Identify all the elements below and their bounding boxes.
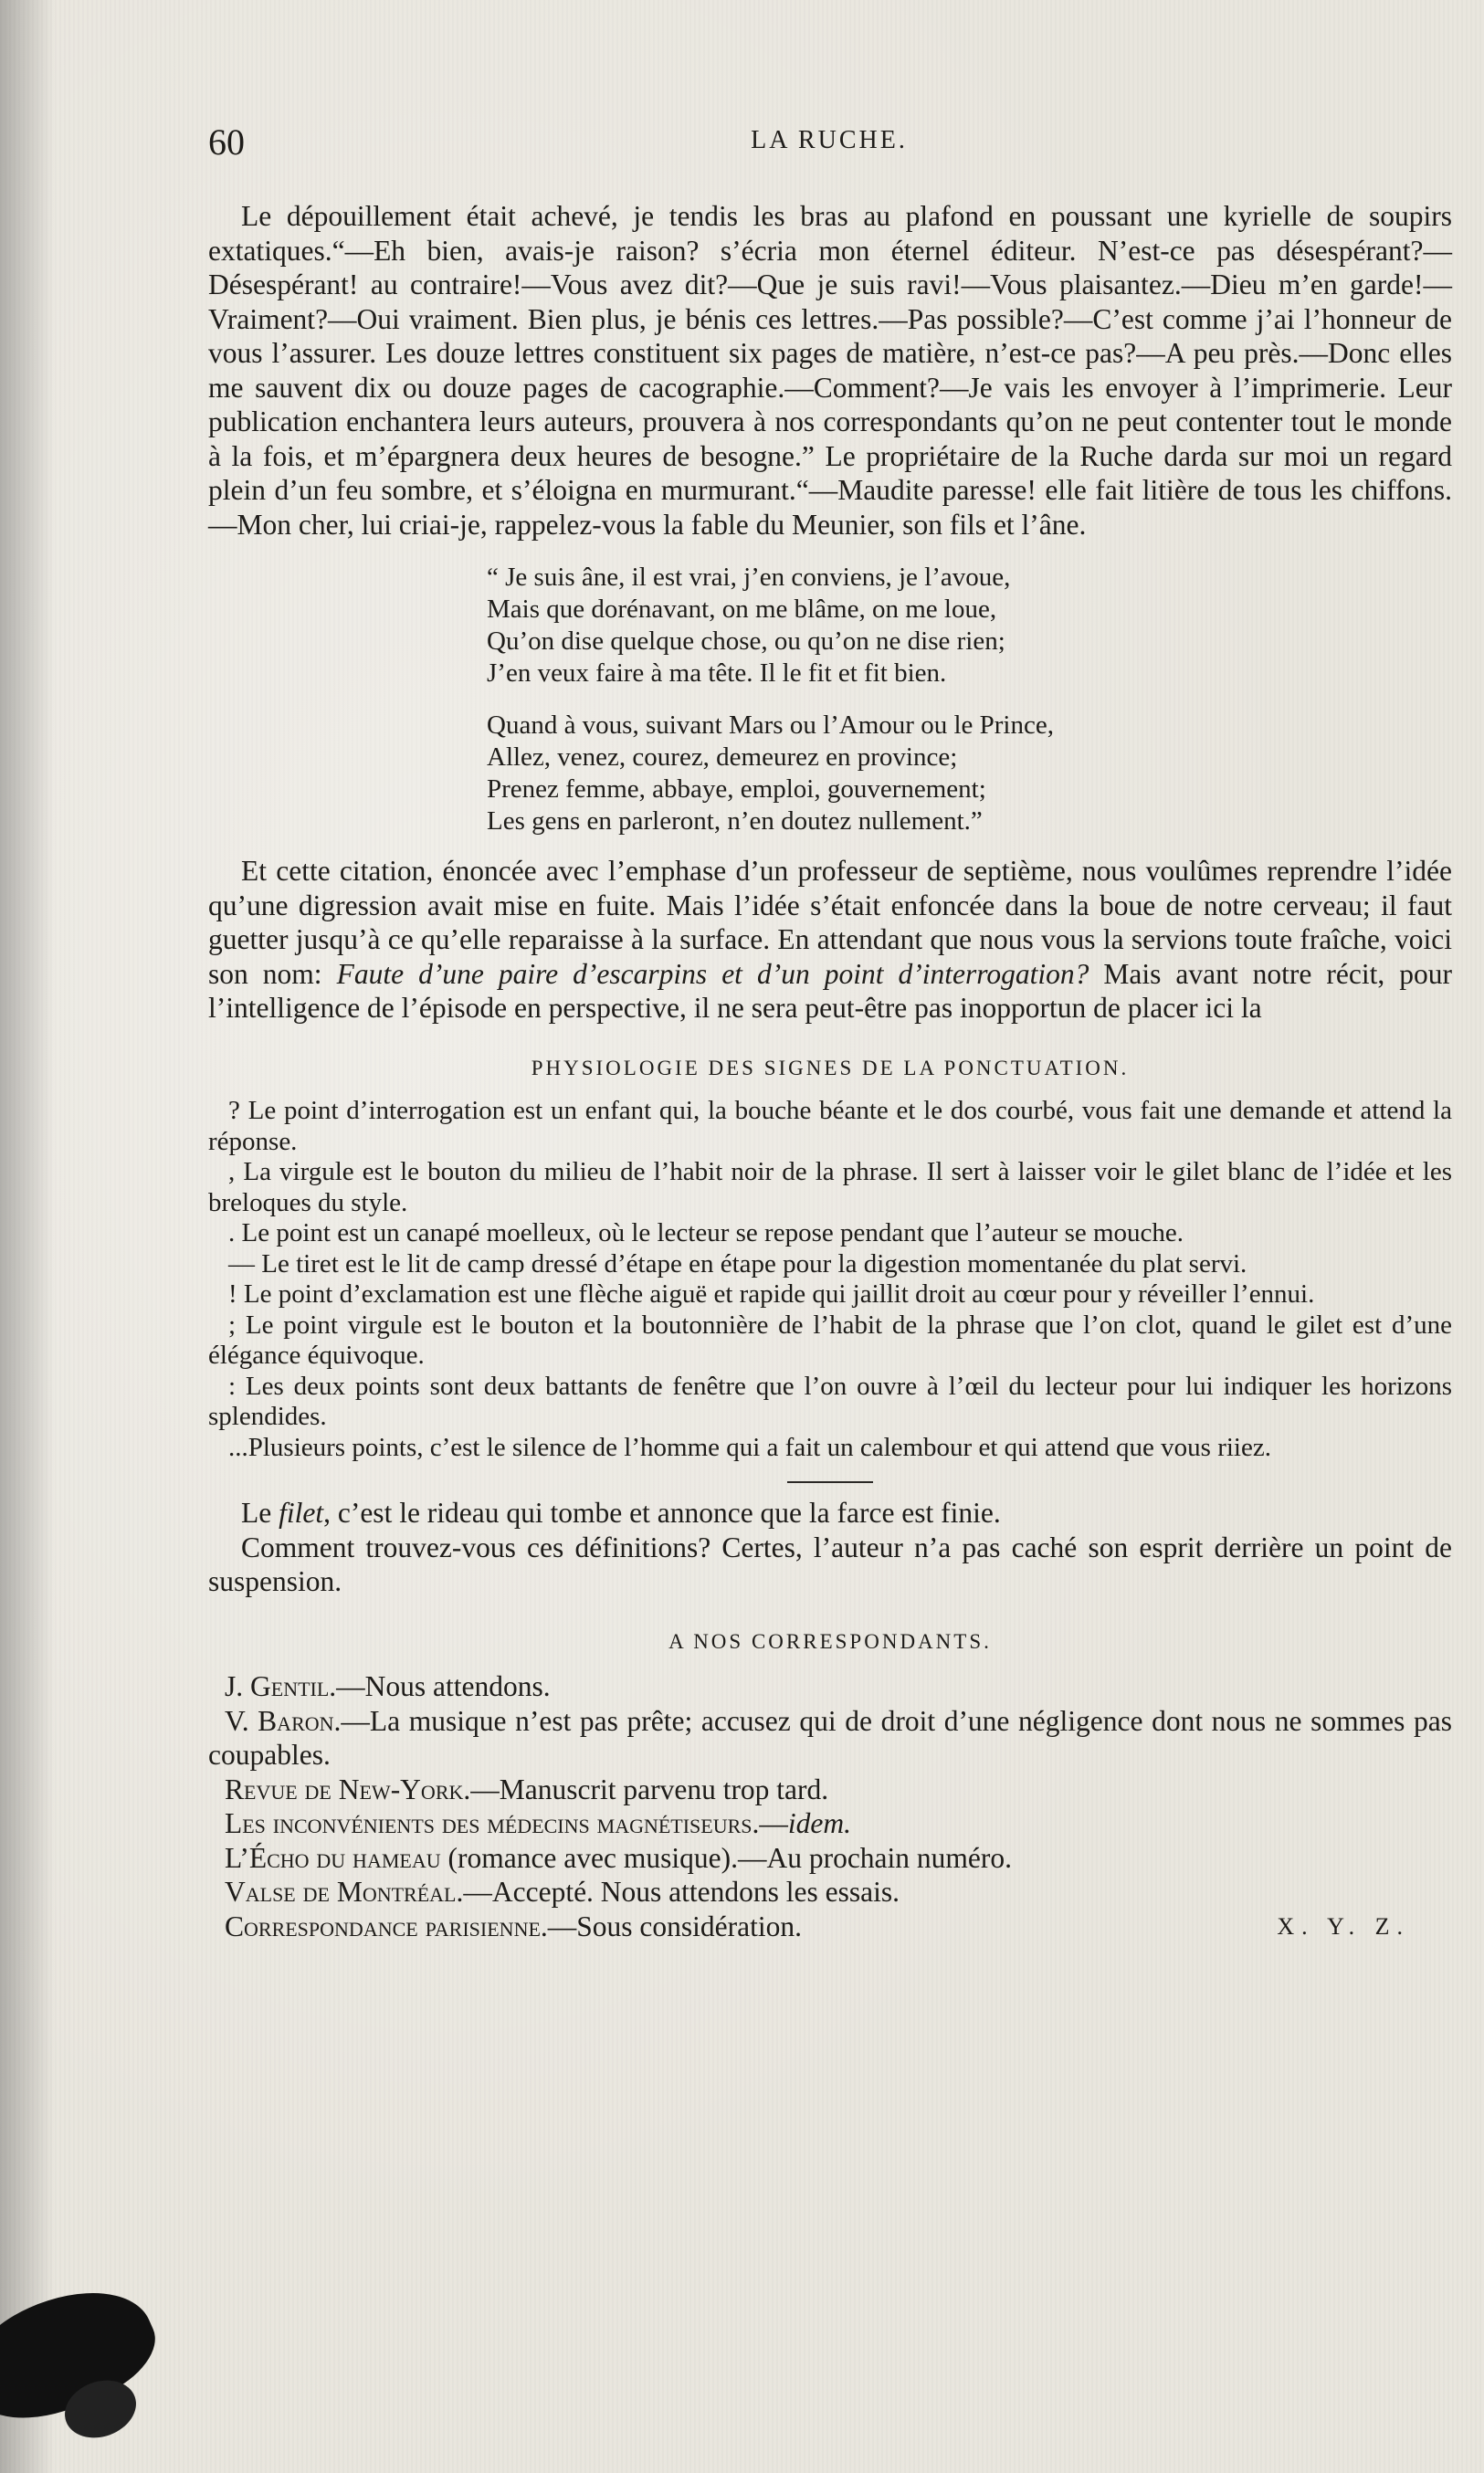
correspondent-reply: —Nous attendons.: [336, 1670, 551, 1702]
correspondent-name: L’Écho du hameau: [225, 1841, 441, 1874]
filet-post: , c’est le rideau qui tombe et annonce que la farce est finie.: [323, 1497, 1001, 1529]
story-title: Faute d’une paire d’escarpins et d’un point d’interrogation?: [336, 957, 1089, 990]
correspondent-name: Revue de New-York.: [225, 1773, 471, 1805]
definition-exclamation: ! Le point d’exclamation est une flèche aiguë et rapide qui jaillit droit au cœur pour y réveiller l’ennui.: [228, 1279, 1315, 1309]
verse-line: “ Je suis âne, il est vrai, j’en conviens, je l’avoue,: [487, 563, 1011, 592]
verse-line: Les gens en parleront, n’en doutez nullement.”: [487, 806, 983, 836]
verse-stanza-1: [487, 562, 1452, 689]
correspondent-reply: (romance avec musique).—Au prochain numéro.: [440, 1841, 1013, 1874]
definition-colon: : Les deux points sont deux battants de fenêtre que l’on ouvre à l’œil du lecteur pour lui indiquer les horizons splendides.: [208, 1371, 1452, 1431]
list-item: [208, 1875, 1452, 1910]
punctuation-definitions: [208, 1096, 1452, 1463]
correspondent-name: V. Baron.: [225, 1704, 342, 1737]
verse-stanza-2: [487, 710, 1452, 837]
physiology-title: PHYSIOLOGIE DES SIGNES DE LA PONCTUATION.: [531, 1056, 1130, 1079]
text-column: [208, 199, 1452, 1943]
definition-dash: — Le tiret est le lit de camp dressé d’étape en étape pour la digestion momentanée du plat servi.: [228, 1248, 1247, 1279]
definition-question-mark: ? Le point d’interrogation est un enfant qui, la bouche béante et le dos courbé, vous fait une demande et attend la réponse.: [208, 1096, 1452, 1156]
correspondent-reply: —La musique n’est pas prête; accusez qui de droit d’une négligence dont nous ne sommes pas coupables.: [208, 1704, 1452, 1771]
verse-quotation: [487, 562, 1452, 837]
intro-paragraph: Le dépouillement était achevé, je tendis les bras au plafond en poussant une kyrielle de soupirs extatiques.“—Eh bien, avais-je raison? s’écria mon éternel éditeur. N’est-ce pas désespérant?—Désespérant! au contraire!—Vous avez dit?—Que je suis ravi!—Vous plaisantez.—Dieu m’en garde!—Vraiment?—Oui vraiment. Bien plus, je bénis ces lettres.—Pas possible?—C’est comme j’ai l’honneur de vous l’assurer. Les douze lettres constituent six pages de matière, n’est-ce pas?—A peu près.—Donc elles me sauvent dix ou douze pages de cacographie.—Comment?—Je vais les envoyer à l’imprimerie. Leur publication enchantera leurs auteurs, prouvera à nos correspondants qu’on ne peut contenter tout le monde à la fois, et m’épargnera deux heures de besogne.” Le propriétaire de la Ruche darda sur moi un regard plein d’un feu sombre, et s’éloigna en murmurant.“—Maudite paresse! elle fait litière de tous les chiffons.—Mon cher, lui criai-je, rappelez-vous la fable du Meunier, son fils et l’âne.: [208, 200, 1452, 541]
signature: X. Y. Z.: [1277, 1912, 1410, 1940]
page-number: 60: [208, 121, 245, 163]
citation-paragraph: [208, 854, 1452, 1026]
correspondent-name: Les inconvénients des médecins magnétiseurs.: [225, 1807, 760, 1839]
list-item: [208, 1806, 1452, 1841]
list-item: [208, 1704, 1452, 1773]
correspondent-name: Correspondance parisienne.: [225, 1910, 548, 1942]
correspondent-reply: —Accepté. Nous attendons les essais.: [463, 1876, 900, 1908]
filet-paragraph: [208, 1496, 1452, 1531]
correspondent-reply: —Sous considération.: [547, 1910, 803, 1942]
list-item: [208, 1841, 1452, 1876]
comment-paragraph: Comment trouvez-vous ces définitions? Certes, l’auteur n’a pas caché son esprit derrière un point de suspension.: [208, 1531, 1452, 1597]
definition-comma: , La virgule est le bouton du milieu de l’habit noir de la phrase. Il sert à laisser voir le gilet blanc de l’idée et les breloques du style.: [208, 1157, 1452, 1217]
correspondent-reply-italic: idem.: [787, 1807, 852, 1839]
definition-ellipsis: ...Plusieurs points, c’est le silence de l’homme qui a fait un calembour et qui attend que vous riiez.: [228, 1432, 1271, 1462]
verse-line: J’en veux faire à ma tête. Il le fit et fit bien.: [487, 658, 947, 688]
filet-word: filet: [279, 1497, 324, 1529]
running-head: LA RUCHE.: [751, 126, 908, 154]
verse-line: Quand à vous, suivant Mars ou l’Amour ou le Prince,: [487, 710, 1054, 740]
verse-line: Prenez femme, abbaye, emploi, gouvernement;: [487, 774, 986, 804]
citation-text-2: Mais avant notre récit, pour l’intelligence de l’épisode en perspective, il ne sera peut-être pas inopportun de placer ici la: [208, 957, 1452, 1024]
verse-line: Mais que dorénavant, on me blâme, on me loue,: [487, 595, 997, 624]
correspondent-name: Valse de Montréal.: [225, 1876, 464, 1908]
filet-pre: Le: [241, 1497, 279, 1529]
verse-line: Allez, venez, courez, demeurez en province;: [487, 742, 958, 772]
list-item: [208, 1773, 1452, 1807]
citation-text-1: Et cette citation, énoncée avec l’emphase d’un professeur de septième, nous voulûmes reprendre l’idée qu’une digression avait mise en fuite. Mais l’idée s’était enfoncée dans la boue de notre cerveau; il faut guetter jusqu’à ce qu’elle reparaisse à la surface. En attendant que nous vous la servions toute fraîche, voici son nom:: [208, 855, 1452, 990]
list-item: [208, 1669, 1452, 1704]
section-divider: [787, 1481, 873, 1483]
correspondents-title: A NOS CORRESPONDANTS.: [668, 1629, 992, 1653]
correspondent-name: J. Gentil.: [225, 1670, 337, 1702]
page-header: [208, 121, 1450, 166]
binding-shadow: [0, 0, 55, 2473]
definition-period: . Le point est un canapé moelleux, où le lecteur se repose pendant que l’auteur se mouche.: [228, 1218, 1184, 1247]
correspondents-list: [208, 1669, 1452, 1943]
correspondent-reply: —: [759, 1807, 788, 1839]
list-item: [208, 1910, 1452, 1944]
verse-line: Qu’on dise quelque chose, ou qu’on ne dise rien;: [487, 626, 1005, 656]
definition-semicolon: ; Le point virgule est le bouton et la boutonnière de l’habit de la phrase que l’on clot, quand le gilet est d’une élégance équivoque.: [208, 1310, 1452, 1370]
correspondent-reply: —Manuscrit parvenu trop tard.: [470, 1773, 829, 1805]
